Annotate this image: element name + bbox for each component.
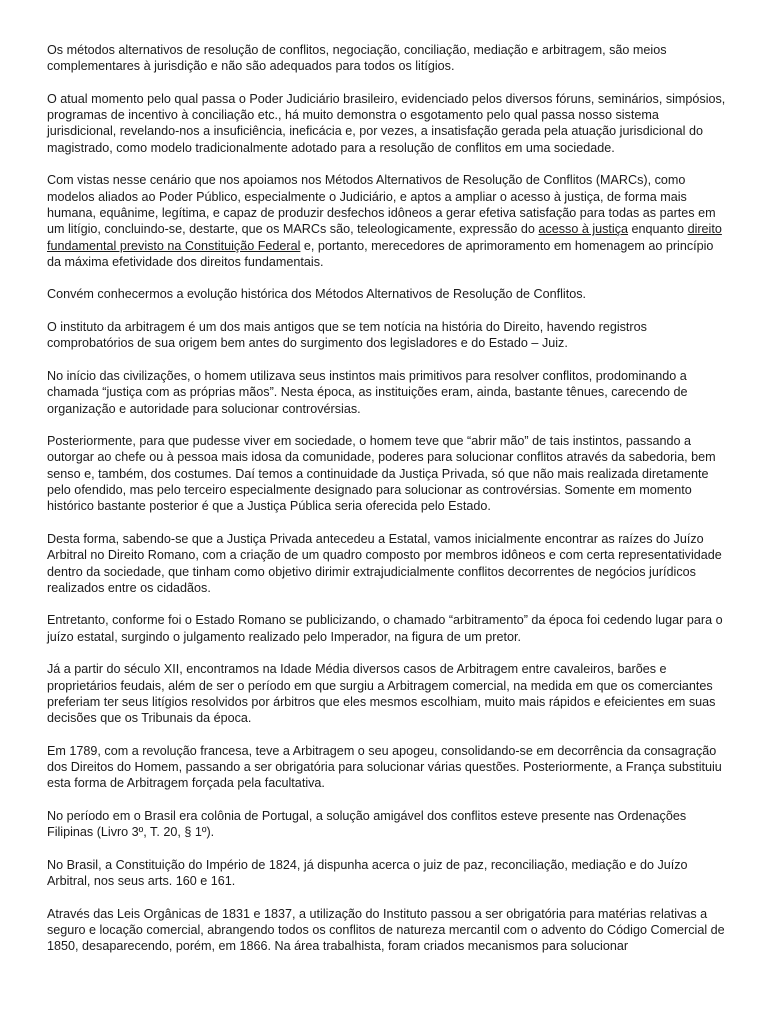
paragraph bbox=[47, 433, 728, 514]
paragraph bbox=[47, 808, 728, 841]
paragraph-text: Em 1789, com a revolução francesa, teve a Arbitragem o seu apogeu, consolidando-se em decorrência da consagração dos Direitos do Homem, passando a ser obrigatória para solucionar várias questões. Posteriormente, a França substituiu esta forma de Arbitragem forçada pela facultativa. bbox=[47, 743, 722, 791]
paragraph bbox=[47, 319, 728, 352]
paragraph bbox=[47, 42, 728, 75]
paragraph bbox=[47, 906, 728, 955]
paragraph bbox=[47, 743, 728, 792]
paragraph bbox=[47, 91, 728, 156]
paragraph bbox=[47, 172, 728, 270]
inline-link[interactable]: acesso à justiça bbox=[538, 222, 629, 237]
paragraph-text: Com vistas nesse cenário que nos apoiamos nos Métodos Alternativos de Resolução de Conflitos (MARCs), como modelos aliados ao Poder Público, especialmente o Judiciário, e aptos a ampliar o acesso à justiça, de forma mais humana, equânime, legítima, e capaz de produzir desfechos idôneos a gerar efetiva satisfação para todas as partes em um litígio, concluindo-se, destarte, que os MARCs são, teleologicamente, expressão do bbox=[47, 173, 716, 237]
inline-link[interactable]: direito fundamental previsto na Constituição Federal bbox=[47, 222, 722, 253]
paragraph-text: e, portanto, merecedores de aprimoramento em homenagem ao princípio da máxima efetividade dos direitos fundamentais. bbox=[47, 238, 714, 269]
paragraph bbox=[47, 612, 728, 645]
paragraph-text: No início das civilizações, o homem utilizava seus instintos mais primitivos para resolver conflitos, prodominando a chamada “justiça com as próprias mãos”. Nesta época, as instituições eram, ainda, bastante tênues, carecendo de organização e autoridade para solucionar controvérsias. bbox=[47, 368, 688, 416]
paragraph-text: enquanto bbox=[628, 222, 688, 237]
paragraph-text: Posteriormente, para que pudesse viver em sociedade, o homem teve que “abrir mão” de tais instintos, passando a outorgar ao chefe ou à pessoa mais idosa da comunidade, poderes para solucionar conflitos através da sabedoria, bem senso e, também, dos costumes. Daí temos a continuidade da Justiça Privada, só que não mais realizada diretamente pelo ofendido, mas pelo terceiro especialmente designado para solucionar as controvérsias. Somente em momento histórico bastante posterior é que a Justiça Pública seria oferecida pelo Estado. bbox=[47, 434, 716, 514]
paragraph-text: Desta forma, sabendo-se que a Justiça Privada antecedeu a Estatal, vamos inicialmente encontrar as raízes do Juízo Arbitral no Direito Romano, com a criação de um quadro composto por membros idôneos e com certa representatividade dentro da sociedade, que tinham como objetivo dirimir extrajudicialmente conflitos decorrentes de negócios jurídicos realizados entre os cidadãos. bbox=[47, 531, 722, 595]
paragraph bbox=[47, 857, 728, 890]
paragraph-text: Já a partir do século XII, encontramos na Idade Média diversos casos de Arbitragem entre cavaleiros, barões e proprietários feudais, além de ser o período em que surgiu a Arbitragem comercial, na medida em que os comerciantes preferiam ter seus litígios resolvidos por árbitros que eles mesmos escolhiam, muito mais rápidos e efeicientes em suas decisões que os Tribunais da época. bbox=[47, 662, 716, 726]
paragraph-text: O atual momento pelo qual passa o Poder Judiciário brasileiro, evidenciado pelos diversos fóruns, seminários, simpósios, programas de incentivo à conciliação etc., há muito demonstra o esgotamento pelo qual passa nosso sistema jurisdicional, revelando-nos a insuficiência, ineficácia e, por vezes, a insatisfação gerada pela atuação jurisdicional do magistrado, como modelo tradicionalmente adotado para a resolução de conflitos em uma sociedade. bbox=[47, 91, 726, 155]
paragraph bbox=[47, 286, 728, 302]
paragraph-text: No período em o Brasil era colônia de Portugal, a solução amigável dos conflitos esteve presente nas Ordenações Filipinas (Livro 3º, T. 20, § 1º). bbox=[47, 808, 687, 840]
paragraph bbox=[47, 531, 728, 596]
paragraph bbox=[47, 368, 728, 417]
paragraph-text: Convém conhecermos a evolução histórica dos Métodos Alternativos de Resolução de Conflitos. bbox=[47, 287, 587, 302]
paragraph-text: Através das Leis Orgânicas de 1831 e 1837, a utilização do Instituto passou a ser obrigatória para matérias relativas a seguro e locação comercial, abrangendo todos os conflitos de natureza mercantil com o advento do Código Comercial de 1850, desaparecendo, porém, em 1866. Na área trabalhista, foram criados mecanismos para solucionar bbox=[47, 906, 725, 954]
paragraph-text: No Brasil, a Constituição do Império de 1824, já dispunha acerca o juiz de paz, reconciliação, mediação e do Juízo Arbitral, nos seus arts. 160 e 161. bbox=[47, 857, 688, 889]
paragraph-text: Entretanto, conforme foi o Estado Romano se publicizando, o chamado “arbitramento” da época foi cedendo lugar para o juízo estatal, surgindo o julgamento realizado pelo Imperador, na figura de um pretor. bbox=[47, 613, 723, 644]
paragraph bbox=[47, 661, 728, 726]
paragraph-text: Os métodos alternativos de resolução de conflitos, negociação, conciliação, mediação e arbitragem, são meios complementares à jurisdição e não são adequados para todos os litígios. bbox=[47, 43, 667, 74]
paragraph-text: O instituto da arbitragem é um dos mais antigos que se tem notícia na história do Direito, havendo registros comprobatórios de sua origem bem antes do surgimento dos legisladores e do Estado – Juiz. bbox=[47, 320, 647, 351]
